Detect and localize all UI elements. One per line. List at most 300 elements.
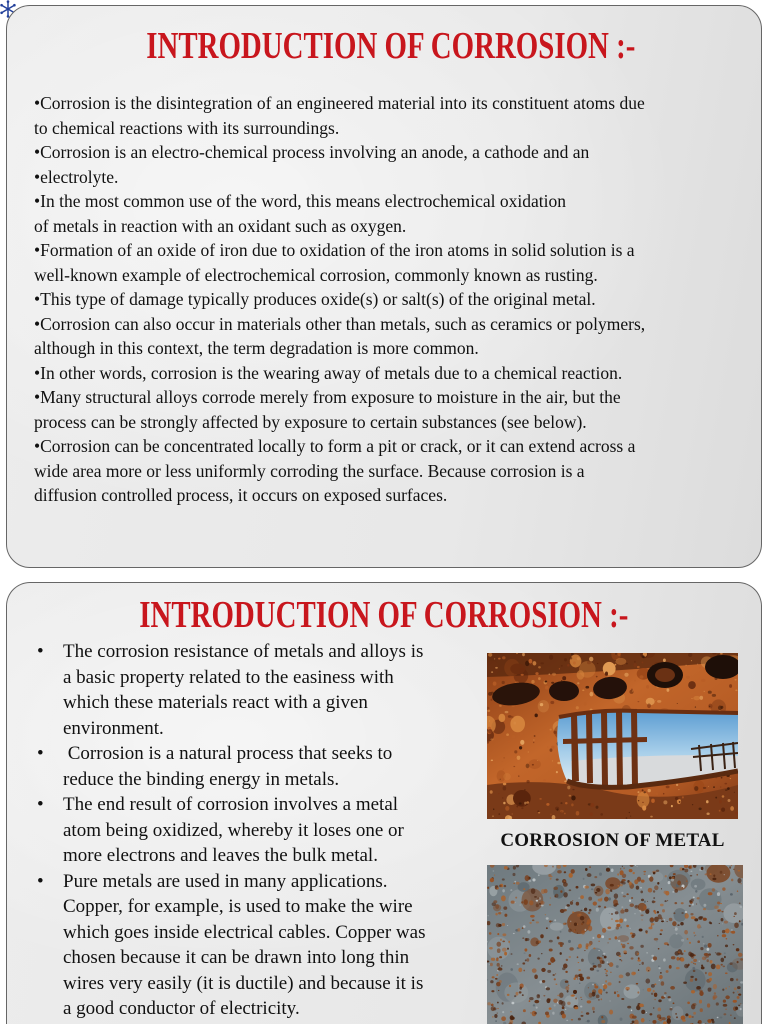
rust-spot bbox=[701, 966, 705, 969]
rust-spot bbox=[545, 914, 546, 915]
rust-speck bbox=[513, 766, 515, 767]
rust-spot bbox=[541, 953, 542, 954]
rust-spot bbox=[681, 902, 684, 904]
rust-spot bbox=[537, 958, 539, 960]
rust-spot bbox=[504, 866, 508, 869]
rust-spot bbox=[601, 1016, 603, 1019]
rust-spot bbox=[665, 891, 669, 896]
metal-speck bbox=[570, 921, 572, 923]
rust-speck bbox=[495, 667, 498, 669]
surface-stain bbox=[623, 984, 640, 998]
rust-spot bbox=[705, 873, 708, 875]
rust-speck bbox=[487, 710, 490, 713]
rust-spot bbox=[691, 990, 695, 993]
rust-spot bbox=[581, 1015, 584, 1017]
rust-spot bbox=[660, 929, 663, 931]
rust-spot bbox=[588, 925, 593, 931]
rust-spot bbox=[554, 978, 556, 980]
rust-spot bbox=[552, 974, 554, 976]
rust-spot bbox=[604, 906, 606, 908]
rust-spot bbox=[495, 904, 499, 909]
rust-spot bbox=[566, 904, 570, 907]
rust-speck bbox=[524, 804, 526, 806]
rust-spot bbox=[685, 913, 689, 918]
rust-spot bbox=[549, 949, 553, 952]
rust-spot bbox=[615, 920, 619, 923]
rust-spot bbox=[683, 982, 687, 984]
rust-spot bbox=[712, 1021, 715, 1024]
rust-spot bbox=[502, 1002, 504, 1005]
rust-spot bbox=[737, 996, 740, 999]
rust-speck bbox=[533, 742, 534, 743]
rust-spot bbox=[501, 895, 506, 901]
bullet-line: atom being oxidized, whereby it loses one or bbox=[63, 819, 404, 841]
rust-spot bbox=[617, 991, 619, 992]
rust-spot bbox=[522, 937, 524, 939]
rust-spot bbox=[606, 970, 608, 972]
rust-spot bbox=[615, 911, 619, 914]
rust-spot bbox=[622, 866, 623, 867]
rust-speck bbox=[642, 789, 644, 791]
rust-blotch bbox=[615, 658, 626, 665]
metal-speck bbox=[699, 960, 700, 961]
rust-spot bbox=[723, 966, 726, 968]
metal-speck bbox=[694, 885, 697, 888]
rust-spot bbox=[648, 970, 649, 971]
body-line: •electrolyte. bbox=[34, 166, 119, 187]
rust-spot bbox=[600, 897, 602, 900]
rust-speck bbox=[551, 746, 555, 749]
rust-speck bbox=[676, 784, 678, 786]
rust-spot bbox=[604, 969, 606, 970]
rust-spot bbox=[649, 876, 653, 881]
rust-speck bbox=[638, 701, 640, 702]
rust-spot bbox=[696, 874, 697, 876]
metal-speck bbox=[620, 1018, 623, 1021]
rust-speck bbox=[516, 805, 518, 807]
rust-speck bbox=[502, 681, 505, 684]
rust-spot bbox=[566, 959, 568, 961]
rust-spot bbox=[553, 999, 558, 1003]
metal-speck bbox=[596, 970, 599, 972]
rust-speck bbox=[703, 787, 706, 789]
rust-speck bbox=[720, 786, 721, 787]
rust-spot bbox=[682, 1019, 686, 1022]
rust-spot bbox=[670, 986, 675, 990]
rust-spot bbox=[667, 1018, 671, 1024]
rust-spot bbox=[697, 924, 701, 928]
rust-spot bbox=[557, 870, 562, 873]
rust-spot bbox=[610, 972, 611, 973]
rust-spot bbox=[713, 984, 717, 989]
metal-speck bbox=[720, 1017, 723, 1019]
rust-spot bbox=[653, 890, 655, 892]
rust-spot bbox=[710, 960, 713, 963]
metal-speck bbox=[611, 869, 614, 873]
rust-spot bbox=[490, 963, 493, 966]
rust-spot bbox=[536, 921, 539, 923]
rust-spot bbox=[493, 900, 497, 903]
rust-spot bbox=[712, 888, 715, 892]
rust-spot bbox=[602, 955, 603, 956]
rust-spot bbox=[708, 972, 712, 976]
rust-spot bbox=[587, 873, 592, 877]
rust-speck bbox=[561, 680, 562, 681]
rust-speck bbox=[561, 665, 563, 666]
rust-spot bbox=[626, 893, 628, 895]
bullet-item bbox=[37, 639, 477, 741]
rust-spot bbox=[689, 905, 691, 907]
rust-spot bbox=[664, 900, 666, 902]
bullet-text bbox=[63, 639, 423, 741]
rust-speck bbox=[577, 682, 579, 684]
rust-spot bbox=[641, 962, 643, 965]
metal-speck bbox=[692, 967, 695, 970]
bullet-marker: • bbox=[37, 794, 44, 815]
rust-spot bbox=[671, 956, 676, 959]
rust-spot bbox=[497, 933, 499, 935]
rust-speck bbox=[519, 746, 522, 749]
metal-speck bbox=[566, 1020, 568, 1021]
rust-spot bbox=[658, 1007, 662, 1011]
rust-speck bbox=[530, 663, 533, 665]
metal-speck bbox=[487, 915, 488, 916]
rust-spot bbox=[524, 948, 527, 951]
metal-speck bbox=[527, 930, 530, 934]
rust-spot bbox=[487, 1002, 491, 1005]
rust-spot bbox=[739, 920, 741, 922]
rust-spot bbox=[666, 970, 669, 973]
rust-spot bbox=[590, 968, 594, 971]
rust-blotch bbox=[688, 681, 696, 689]
rust-spot bbox=[490, 878, 494, 882]
rust-spot bbox=[558, 1000, 563, 1005]
rust-spot bbox=[516, 882, 520, 885]
metal-speck bbox=[618, 940, 620, 942]
rust-spot bbox=[733, 916, 735, 917]
metal-speck bbox=[695, 890, 697, 893]
rust-spot bbox=[497, 1002, 499, 1004]
bullet-marker: • bbox=[37, 641, 44, 662]
metal-speck bbox=[511, 1002, 514, 1005]
rust-spot bbox=[658, 999, 661, 1002]
rust-speck bbox=[730, 806, 734, 811]
metal-speck bbox=[507, 925, 508, 926]
rust-spot bbox=[636, 886, 639, 890]
bullet-line: a basic property related to the easiness with bbox=[63, 666, 394, 688]
metal-speck bbox=[663, 958, 666, 961]
rust-spot bbox=[487, 887, 489, 889]
rust-speck bbox=[631, 689, 633, 691]
rust-spot bbox=[523, 1009, 526, 1012]
bullet-line: more electrons and leaves the bulk metal. bbox=[63, 845, 378, 866]
rust-spot bbox=[580, 910, 582, 911]
rust-speck bbox=[642, 802, 643, 803]
rust-speck bbox=[550, 748, 553, 752]
rust-spot bbox=[605, 973, 607, 974]
rust-spot bbox=[634, 905, 638, 909]
rust-spot bbox=[603, 984, 607, 989]
rust-spot bbox=[696, 988, 697, 990]
rust-speck bbox=[655, 700, 656, 701]
rust-spot bbox=[626, 989, 628, 991]
rust-spotted-metal-photo bbox=[487, 865, 743, 1024]
rust-spot bbox=[738, 953, 743, 957]
hull-rib bbox=[601, 712, 608, 785]
rust-speck bbox=[508, 715, 512, 718]
rust-spot bbox=[549, 904, 551, 906]
rust-spot bbox=[713, 995, 718, 999]
rust-spot bbox=[578, 1018, 581, 1021]
rust-spot bbox=[578, 944, 582, 949]
rust-spot bbox=[740, 1003, 742, 1004]
rust-speck bbox=[585, 686, 589, 689]
rust-spot bbox=[620, 881, 623, 884]
rust-speck bbox=[706, 800, 709, 803]
rust-spot bbox=[716, 952, 721, 955]
rust-spot bbox=[497, 963, 500, 967]
rust-spot bbox=[620, 870, 624, 875]
rust-speck bbox=[557, 762, 560, 765]
slide-title bbox=[7, 24, 761, 68]
rust-speck bbox=[570, 662, 571, 663]
rust-spot bbox=[617, 994, 620, 997]
rust-spot bbox=[616, 926, 619, 929]
bullet-line: chosen because it can be drawn into long thin bbox=[63, 947, 410, 968]
rust-spot bbox=[568, 985, 569, 986]
rust-spot bbox=[695, 935, 696, 936]
rust-spot bbox=[739, 903, 741, 904]
rust-speck bbox=[499, 705, 502, 707]
rust-spot bbox=[608, 963, 609, 964]
bullet-line: which goes inside electrical cables. Copper was bbox=[63, 921, 426, 943]
rust-speck bbox=[596, 676, 598, 678]
rust-speck bbox=[634, 680, 636, 682]
rust-spot bbox=[703, 918, 707, 921]
rust-spot bbox=[611, 918, 612, 919]
rust-speck bbox=[694, 786, 698, 791]
rust-spot bbox=[617, 885, 619, 887]
rust-spot bbox=[722, 934, 726, 937]
rust-spot bbox=[571, 1019, 573, 1021]
metal-speck bbox=[580, 1005, 582, 1007]
rust-spot bbox=[502, 923, 505, 926]
metal-speck bbox=[629, 928, 630, 929]
rust-spot bbox=[592, 1007, 595, 1011]
rust-spot bbox=[491, 1006, 495, 1011]
rust-spot bbox=[544, 889, 548, 893]
rust-spot bbox=[497, 1008, 499, 1009]
rust-spot bbox=[713, 874, 715, 876]
rust-spot bbox=[629, 881, 632, 885]
rust-speck bbox=[651, 799, 655, 803]
rust-speck bbox=[634, 661, 636, 663]
rust-speck bbox=[642, 805, 646, 810]
rust-spot bbox=[607, 927, 611, 930]
metal-speck bbox=[640, 887, 641, 889]
rust-spot bbox=[574, 977, 576, 980]
rust-spot bbox=[607, 942, 609, 943]
metal-speck bbox=[730, 893, 733, 896]
rust-spot bbox=[595, 892, 597, 894]
rust-spot bbox=[658, 948, 660, 950]
metal-speck bbox=[607, 962, 609, 963]
metal-speck bbox=[536, 1006, 538, 1008]
metal-speck bbox=[658, 966, 659, 968]
rust-spot bbox=[697, 897, 700, 899]
rust-spot bbox=[717, 935, 719, 937]
rust-spot bbox=[491, 990, 494, 992]
hull-rib bbox=[616, 711, 623, 786]
metal-speck bbox=[584, 929, 586, 931]
rust-speck bbox=[548, 673, 550, 675]
rust-speck bbox=[498, 793, 499, 794]
rust-speck bbox=[521, 674, 524, 676]
metal-speck bbox=[607, 866, 609, 867]
rust-spot bbox=[719, 923, 720, 924]
rust-speck bbox=[512, 813, 513, 814]
rust-spot bbox=[626, 925, 629, 927]
rust-spot bbox=[722, 930, 725, 934]
metal-speck bbox=[587, 1020, 590, 1023]
rust-spot bbox=[580, 997, 581, 998]
metal-speck bbox=[624, 918, 627, 921]
metal-speck bbox=[675, 927, 678, 931]
rust-spot bbox=[500, 939, 502, 941]
rust-spot bbox=[560, 945, 563, 947]
rust-speck bbox=[511, 735, 515, 739]
rust-spot bbox=[631, 897, 633, 899]
rust-speck bbox=[666, 785, 670, 788]
rust-spot bbox=[661, 1017, 666, 1020]
rust-speck bbox=[638, 800, 639, 801]
slide-title-text: INTRODUCTION OF CORROSION :- bbox=[139, 594, 629, 636]
rust-spot bbox=[509, 985, 511, 988]
rust-spot bbox=[576, 902, 579, 906]
rust-speck bbox=[630, 816, 631, 817]
rust-speck bbox=[498, 813, 500, 815]
rust-spot bbox=[636, 983, 638, 985]
rust-spot bbox=[693, 959, 697, 962]
rust-spot bbox=[632, 1020, 635, 1023]
rust-spot bbox=[676, 957, 679, 961]
figure-caption: CORROSION OF METAL bbox=[500, 830, 725, 851]
body-line: well-known example of electrochemical corrosion, commonly known as rusting. bbox=[34, 264, 598, 285]
rust-spot bbox=[737, 878, 741, 883]
metal-speck bbox=[517, 963, 519, 965]
metal-speck bbox=[489, 964, 490, 965]
rust-spot bbox=[581, 959, 584, 962]
rust-speck bbox=[514, 750, 517, 753]
metal-speck bbox=[523, 925, 526, 928]
rust-speck bbox=[569, 657, 572, 660]
rust-spot bbox=[549, 1007, 552, 1010]
metal-speck bbox=[722, 923, 723, 924]
rust-speck bbox=[724, 783, 727, 785]
rust-blotch bbox=[513, 790, 531, 807]
rust-speck bbox=[490, 738, 493, 740]
rust-spot bbox=[674, 889, 678, 893]
rust-speck bbox=[637, 666, 640, 668]
rust-spot bbox=[531, 888, 536, 894]
rust-speck bbox=[734, 679, 736, 680]
rust-spot bbox=[716, 965, 721, 970]
rust-speck bbox=[493, 681, 497, 685]
rust-spot bbox=[666, 921, 668, 922]
rust-spot bbox=[690, 976, 693, 978]
rust-speck bbox=[488, 692, 492, 696]
rust-spot bbox=[604, 897, 609, 902]
metal-speck bbox=[643, 990, 644, 991]
rust-spot bbox=[705, 972, 707, 975]
rust-speck bbox=[549, 729, 551, 731]
rust-speck bbox=[538, 666, 541, 668]
rust-speck bbox=[567, 786, 570, 790]
rust-speck bbox=[564, 658, 567, 661]
rust-spot bbox=[609, 962, 614, 967]
rust-spot bbox=[708, 953, 711, 955]
metal-speck bbox=[565, 906, 568, 909]
rust-spot bbox=[550, 878, 552, 880]
rust-speck bbox=[532, 764, 534, 766]
rust-spot bbox=[606, 974, 608, 976]
rust-speck bbox=[730, 778, 731, 779]
rust-spot bbox=[572, 900, 573, 901]
rust-spot bbox=[502, 933, 506, 936]
rust-speck bbox=[490, 790, 493, 794]
rust-spot bbox=[522, 994, 524, 995]
rust-speck bbox=[502, 761, 503, 762]
rust-spot bbox=[658, 914, 662, 919]
rust-spot bbox=[672, 877, 675, 879]
rust-spot bbox=[680, 958, 684, 962]
rust-speck bbox=[494, 658, 495, 659]
metal-speck bbox=[603, 953, 606, 955]
rust-spot bbox=[524, 899, 528, 905]
rust-spot bbox=[703, 908, 706, 910]
rust-spot bbox=[695, 978, 698, 981]
rust-spot bbox=[581, 999, 582, 1000]
rust-speck bbox=[564, 780, 567, 782]
rust-speck bbox=[505, 806, 509, 811]
rust-spot bbox=[632, 933, 635, 937]
rust-speck bbox=[729, 684, 732, 688]
rust-spot bbox=[574, 930, 575, 931]
metal-speck bbox=[586, 1021, 587, 1022]
rust-spot bbox=[546, 998, 550, 1003]
metal-speck bbox=[502, 889, 505, 892]
rust-blotch bbox=[693, 696, 700, 700]
rust-spot bbox=[591, 884, 596, 887]
rust-spot bbox=[607, 982, 611, 985]
rust-spot bbox=[733, 1000, 737, 1003]
rust-speck bbox=[538, 812, 540, 813]
rust-spot bbox=[534, 896, 537, 898]
rust-spot bbox=[614, 893, 618, 899]
rust-speck bbox=[667, 688, 670, 691]
rust-speck bbox=[721, 808, 725, 812]
rust-spot bbox=[577, 978, 579, 979]
metal-speck bbox=[703, 943, 704, 945]
rust-spot bbox=[689, 865, 692, 869]
metal-speck bbox=[601, 935, 604, 938]
metal-speck bbox=[565, 1009, 566, 1010]
rust-spot bbox=[508, 941, 510, 943]
rust-spot bbox=[502, 941, 505, 943]
rust-spot bbox=[541, 968, 545, 972]
rust-speck bbox=[686, 676, 690, 679]
metal-speck bbox=[578, 898, 580, 899]
